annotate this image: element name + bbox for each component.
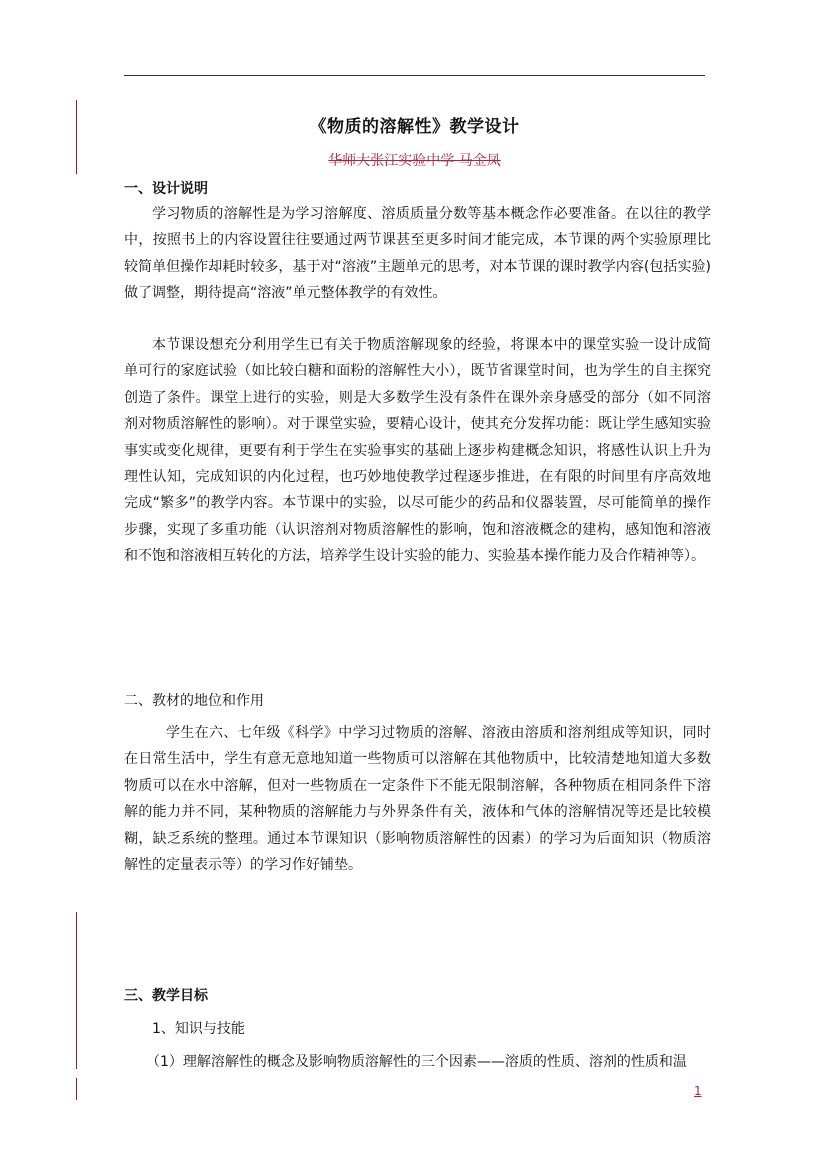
section-heading-teaching-goals: 三、教学目标 [124,988,208,1004]
paragraph: 学生在六、七年级《科学》中学习过物质的溶解、溶液由溶质和溶剂组成等知识，同时在日常生活中，学生有意无意地知道一些物质可以溶解在其他物质中，比较清楚地知道大多数物质可以在水中溶解，但对一些物质在一定条件下不能无限制溶解，各种物质在相同条件下溶解的能力并不同，某种物质的溶解能力与外界条件有关，液体和气体的溶解情况等还是比较模糊，缺乏系统的整理。通过本节课知识（影响物质溶解性的因素）的学习为后面知识（物质溶解性的定量表示等）的学习作好铺垫。 [124,725,711,874]
list-item: （1）理解溶解性的概念及影响物质溶解性的三个因素——溶质的性质、溶剂的性质和温 [146,1054,687,1070]
header-rule [124,75,705,76]
margin-change-bar [76,912,77,1069]
paragraph: 本节课设想充分利用学生已有关于物质溶解现象的经验，将课本中的课堂实验一设计成简单可行的家庭试验（如比较白糖和面粉的溶解性大小），既节省课堂时间，也为学生的自主探究创造了条件。课堂上进行的实验，则是大多数学生没有条件在课外亲身感受的部分（如不同溶剂对物质溶解性的影响）。对于课堂实验，要精心设计，使其充分发挥功能：既让学生感知实验事实或变化规律，更要有利于学生在实验事实的基础上逐步构建概念知识，将感性认识上升为理性认知，完成知识的内化过程，也巧妙地使教学过程逐步推进，在有限的时间里有序高效地完成“繁多”的教学内容。本节课中的实验，以尽可能少的药品和仪器装置，尽可能简单的操作步骤，实现了多重功能（认识溶剂对物质溶解性的影响，饱和溶液概念的建构，感知饱和溶液和不饱和溶液相互转化的方法，培养学生设计实验的能力、实验基本操作能力及合作精神等）。 [124,337,711,565]
margin-change-bar [76,1078,77,1100]
paragraph: 学习物质的溶解性是为学习溶解度、溶质质量分数等基本概念作必要准备。在以往的教学中，按照书上的内容设置往往要通过两节课甚至更多时间才能完成，本节课的两个实验原理比较简单但操作却耗时较多，基于对“溶液”主题单元的思考，对本节课的课时教学内容(包括实验)做了调整，期待提高“溶液”单元整体教学的有效性。 [124,206,711,302]
subheading-knowledge-skills: 1、知识与技能 [152,1021,245,1037]
section-heading-design-notes: 一、设计说明 [124,181,208,197]
document-title: 《物质的溶解性》教学设计 [309,117,520,137]
page-number: 1 [694,1084,702,1098]
document-author: 华师大张江实验中学 马金凤 [328,153,501,169]
margin-change-bar [76,100,77,174]
section-heading-textbook-role: 二、教材的地位和作用 [124,693,264,709]
